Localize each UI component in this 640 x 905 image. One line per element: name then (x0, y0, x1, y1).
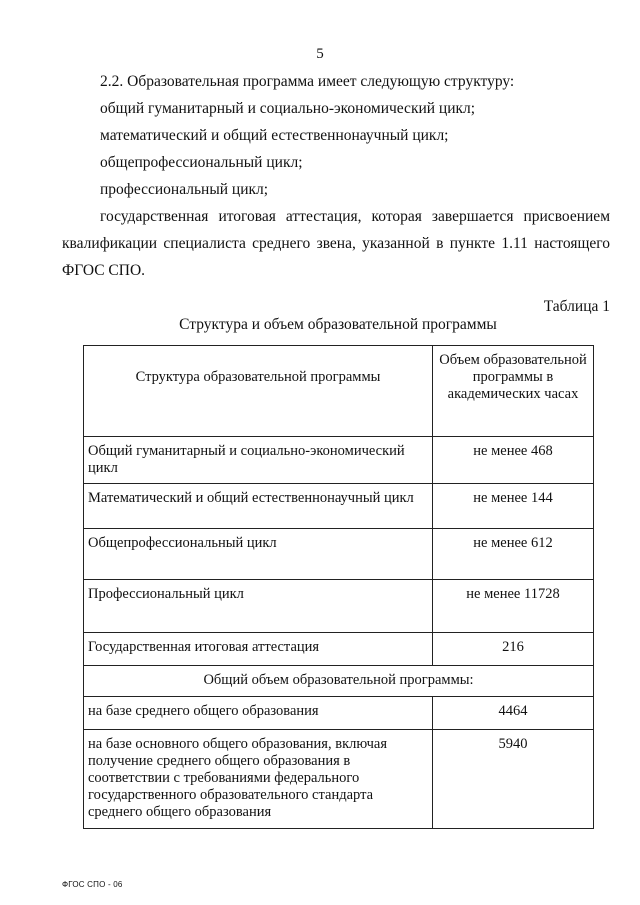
total-header: Общий объем образовательной программы: (84, 666, 594, 697)
header-volume: Объем образовательной программы в академических часах (433, 346, 594, 437)
paragraph-prof-cycle: профессиональный цикл; (100, 181, 269, 198)
table-label: Таблица 1 (543, 298, 610, 315)
row-value: не менее 11728 (433, 580, 594, 633)
program-structure-table (83, 345, 594, 829)
row-name: Общий гуманитарный и социально-экономический цикл (84, 437, 433, 484)
row-name: Математический и общий естественнонаучный цикл (84, 484, 433, 529)
table-row (84, 484, 594, 529)
body-text (62, 68, 610, 284)
footer-code: ФГОС СПО - 06 (62, 880, 123, 889)
row-name: на базе среднего общего образования (84, 697, 433, 730)
table-caption: Структура и объем образовательной программы (179, 316, 497, 333)
row-value: не менее 468 (433, 437, 594, 484)
paragraph-humanitarian-cycle: общий гуманитарный и социально-экономический цикл; (100, 100, 476, 117)
table-row (84, 580, 594, 633)
table-row (84, 529, 594, 580)
table-row (84, 730, 594, 829)
total-header-row (84, 666, 594, 697)
paragraph-state-attestation: государственная итоговая аттестация, которая завершается присвоением квалификации специалиста среднего звена, указанной в пункте 1.11 настоящего ФГОС СПО. (62, 208, 610, 279)
row-value: не менее 612 (433, 529, 594, 580)
paragraph-math-cycle: математический и общий естественнонаучный цикл; (100, 127, 449, 144)
table-row (84, 633, 594, 666)
row-name: Профессиональный цикл (84, 580, 433, 633)
header-structure: Структура образовательной программы (84, 346, 433, 437)
row-value: 5940 (433, 730, 594, 829)
paragraph-general-prof-cycle: общепрофессиональный цикл; (100, 154, 303, 171)
table-header-row (84, 346, 594, 437)
paragraph-structure-intro: 2.2. Образовательная программа имеет следующую структуру: (100, 73, 515, 90)
row-value: не менее 144 (433, 484, 594, 529)
row-value: 4464 (433, 697, 594, 730)
table-row (84, 697, 594, 730)
row-name: Государственная итоговая аттестация (84, 633, 433, 666)
page-number: 5 (316, 46, 324, 62)
row-value: 216 (433, 633, 594, 666)
table-row (84, 437, 594, 484)
row-name: Общепрофессиональный цикл (84, 529, 433, 580)
row-name: на базе основного общего образования, включая получение среднего общего образования в соответствии с требованиями федерального государственного образовательного стандарта среднего общего образования (84, 730, 433, 829)
